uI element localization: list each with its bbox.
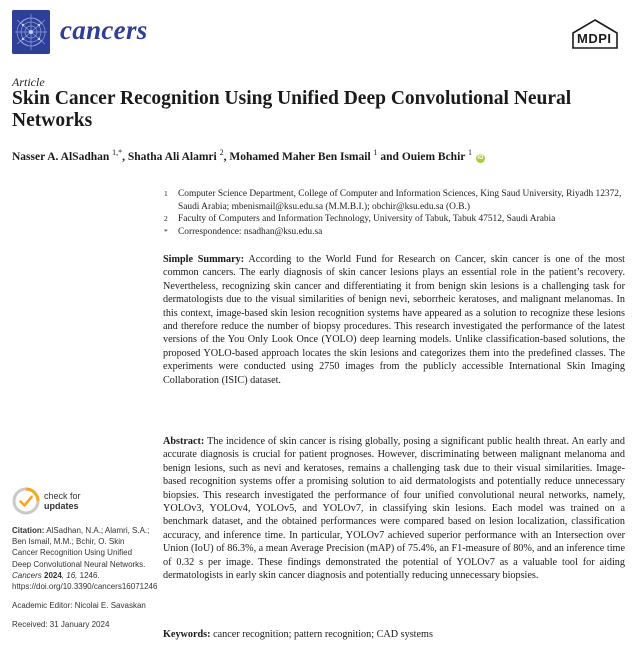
check-for-updates-icon (12, 487, 40, 515)
affiliation-text: Faculty of Computers and Information Technology, University of Tabuk, Tabuk 47512, Saudi Arabia (178, 214, 556, 224)
citation-volume: , 16, (61, 570, 78, 580)
abstract-text: The incidence of skin cancer is rising globally, posing a significant public health threat. An early and accurate diagnosis is crucial for patient prognoses. However, discriminating between malignant melanoma and benign lesions, such as nevi and keratoses, remains a challenging task due to their visual similarities. Image-based recognition systems offer a promising solution to aid dermatologists and potentially reduce unnecessary biopsies. This research investigated the performance of four unified convolutional neural networks, namely, YOLOv3, YOLOv4, YOLOv5, and YOLOv7, in classifying skin lesions. Each model was trained on a benchmark dataset, and the obtained performances were compared based on lesion localization, classification accuracy, and inference time. In particular, YOLOv7 achieved superior performance with an Intersection over Union (IoU) of 86.3%, a mean Average Precision (mAP) of 75.4%, an F1-measure of 80%, and an inference time of 0.32 s per image. These findings demonstrated the potential of YOLOv7 as a valuable tool for aiding dermatologists in early skin cancer diagnosis and potentially reducing unnecessary biopsies. (163, 436, 625, 582)
check-for-updates-label (44, 491, 81, 511)
keywords-text: cancer recognition; pattern recognition; CAD systems (210, 629, 433, 640)
orcid-icon[interactable]: iD (477, 154, 484, 161)
author-name[interactable]: Ouiem Bchir (401, 150, 466, 163)
affiliation-number: * (164, 226, 168, 236)
affiliation-number: 1 (164, 189, 168, 198)
article-title: Skin Cancer Recognition Using Unified Deep Convolutional Neural Networks (12, 88, 572, 131)
citation-label: Citation: (12, 526, 45, 535)
author-affil-sup: 1,* (112, 148, 123, 157)
author-separator: , (122, 150, 128, 163)
abstract (163, 435, 625, 582)
affiliations (164, 188, 624, 238)
author-name[interactable]: Shatha Ali Alamri (127, 150, 217, 163)
affiliation-item (164, 226, 624, 239)
citation-text: AlSadhan, N.A.; Alamri, S.A.; Ben Ismail, M.M.; Bchir, O. Skin Cancer Recognition Using Unified Deep Convolutional Neural Networks. (12, 526, 150, 569)
citation-year: 2024 (41, 570, 62, 580)
check-line-1: check for (44, 491, 81, 501)
publisher-logo (569, 18, 621, 52)
author-affil-sup: 1 (373, 148, 378, 157)
simple-summary-label: Simple Summary: (163, 254, 245, 265)
check-for-updates-button[interactable] (12, 487, 152, 517)
academic-editor-label: Academic Editor: (12, 601, 75, 611)
keywords-label: Keywords: (163, 629, 211, 640)
author-affil-sup: 2 (219, 148, 224, 157)
author-name[interactable]: Nasser A. AlSadhan (12, 150, 110, 163)
affiliation-item (164, 213, 624, 226)
author-separator: , (223, 150, 230, 163)
citation-doi[interactable]: 1246. https://doi.org/10.3390/cancers16071246 (12, 570, 158, 592)
author-list (12, 148, 622, 163)
simple-summary-text: According to the World Fund for Research on Cancer, skin cancer is one of the most common cancers. The early diagnosis of skin cancer lesions plays an essential role in the patient’s recovery. Nevertheless, recognizing skin cancer and differentiating it from benign skin lesions is a challenging task for dermatologists due to the visual similarities of benign nevi, seborrheic keratoses, and malignant melanomas. In this context, image-based skin lesion recognition systems have appeared as a solution to recognize these lesions and therefore reduce the number of biopsy procedures. This research investigated the performance of the latest versions of the You Only Look Once (YOLO) deep learning models. Unlike classification-based solutions, the proposed YOLO-based approach locates the skin lesions and categorizes them into the predefined classes. The experiments were conducted using 2750 images from the publicly accessible International Skin Imaging Collaboration (ISIC) dataset. (163, 254, 626, 386)
academic-editor-name: Nicolai E. Savaskan (74, 601, 146, 611)
citation (12, 525, 158, 592)
author-name[interactable]: Mohamed Maher Ben Ismail (229, 150, 371, 163)
academic-editor (12, 600, 152, 611)
article-sidebar (12, 487, 158, 639)
received-date: Received: 31 January 2024 (12, 620, 110, 630)
simple-summary (163, 253, 625, 387)
keywords (163, 628, 625, 641)
abstract-label: Abstract: (163, 436, 205, 447)
journal-name: cancers (60, 15, 148, 45)
author-separator: and (377, 150, 402, 163)
correspondence-text: Correspondence: nsadhan@ksu.edu.sa (178, 226, 323, 237)
affiliation-number: 2 (164, 214, 168, 223)
author-affil-sup: 1 (468, 148, 473, 157)
publisher-name: MDPI (577, 31, 612, 46)
citation-journal: Cancers (12, 570, 42, 580)
check-line-2: updates (44, 501, 79, 511)
journal-logo-icon (12, 10, 50, 54)
article-type: Article (12, 75, 45, 89)
journal-header (10, 8, 629, 60)
affiliation-text: Computer Science Department, College of Computer and Information Sciences, King Saud University, Riyadh 12372, Saudi Arabia; mbenismail@ksu.edu.sa (M.M.B.I.); obchir@ksu.edu.sa (O.B.) (178, 189, 622, 212)
affiliation-item (164, 188, 624, 213)
